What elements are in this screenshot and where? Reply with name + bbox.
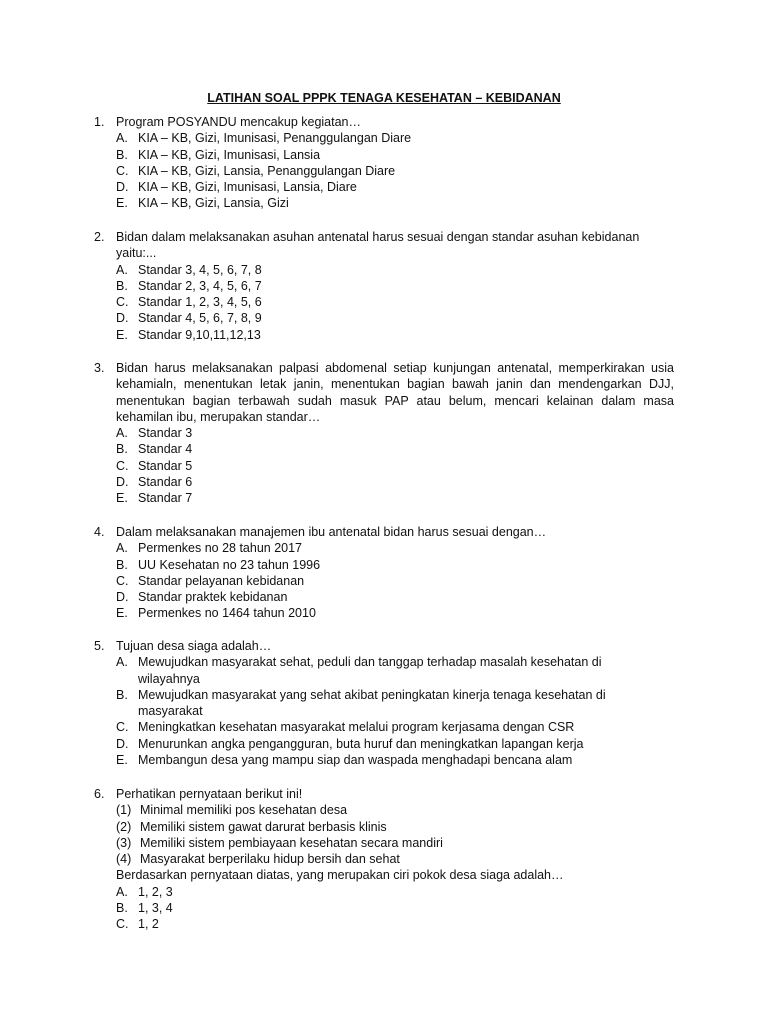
- statement-text: Memiliki sistem gawat darurat berbasis klinis: [140, 819, 387, 834]
- option-text: Standar praktek kebidanan: [138, 590, 288, 605]
- document-title: LATIHAN SOAL PPPK TENAGA KESEHATAN – KEBIDANAN: [207, 91, 561, 105]
- option-b: [94, 147, 674, 163]
- option-c: [94, 719, 674, 735]
- question-4: [94, 524, 674, 622]
- option-text: Membangun desa yang mampu siap dan waspada menghadapi bencana alam: [138, 753, 573, 768]
- option-text: KIA – KB, Gizi, Imunisasi, Lansia: [138, 147, 321, 162]
- statement-2: [94, 819, 674, 835]
- option-label: A.: [116, 884, 128, 899]
- option-a: [94, 654, 674, 687]
- question-text: Program POSYANDU mencakup kegiatan…: [116, 115, 362, 129]
- statement-text: Minimal memiliki pos kesehatan desa: [140, 803, 348, 818]
- option-label: A.: [116, 541, 128, 556]
- option-e: [94, 490, 674, 506]
- option-text: Permenkes no 28 tahun 2017: [138, 541, 303, 556]
- question-number: 1.: [94, 115, 105, 129]
- option-label: E.: [116, 606, 128, 621]
- option-text: Standar 3, 4, 5, 6, 7, 8: [138, 262, 262, 277]
- option-b: [94, 557, 674, 573]
- option-text: Standar 4, 5, 6, 7, 8, 9: [138, 311, 262, 326]
- option-d: [94, 736, 674, 752]
- option-c: [94, 163, 674, 179]
- question-1: [94, 114, 674, 212]
- option-text: 1, 3, 4: [138, 901, 173, 916]
- option-label: D.: [116, 180, 129, 195]
- option-a: [94, 262, 674, 278]
- question-6: [94, 786, 674, 933]
- option-label: C.: [116, 295, 129, 310]
- option-b: [94, 278, 674, 294]
- option-text: 1, 2: [138, 917, 159, 932]
- option-text: Permenkes no 1464 tahun 2010: [138, 606, 316, 621]
- option-b: [94, 900, 674, 916]
- option-d: [94, 589, 674, 605]
- option-a: [94, 130, 674, 146]
- option-text: Standar pelayanan kebidanan: [138, 573, 305, 588]
- statement-label: (2): [116, 819, 132, 834]
- statement-3: [94, 835, 674, 851]
- option-e: [94, 327, 674, 343]
- option-text: KIA – KB, Gizi, Imunisasi, Penanggulangan Diare: [138, 131, 412, 146]
- option-d: [94, 179, 674, 195]
- option-a: [94, 884, 674, 900]
- option-label: B.: [116, 278, 128, 293]
- question-text: Bidan dalam melaksanakan asuhan antenatal harus sesuai dengan standar asuhan kebidanan yaitu:...: [116, 230, 640, 261]
- question-prompt: Berdasarkan pernyataan diatas, yang merupakan ciri pokok desa siaga adalah…: [116, 868, 564, 883]
- option-label: C.: [116, 917, 129, 932]
- question-number: 4.: [94, 525, 105, 539]
- option-label: C.: [116, 163, 129, 178]
- option-label: C.: [116, 573, 129, 588]
- option-label: B.: [116, 901, 128, 916]
- option-label: A.: [116, 131, 128, 146]
- option-text: Meningkatkan kesehatan masyarakat melalui program kerjasama dengan CSR: [138, 720, 575, 735]
- option-text: Standar 9,10,11,12,13: [138, 327, 261, 342]
- option-text: 1, 2, 3: [138, 884, 173, 899]
- option-label: B.: [116, 147, 128, 162]
- option-label: C.: [116, 458, 129, 473]
- option-text: Mewujudkan masyarakat yang sehat akibat peningkatan kinerja tenaga kesehatan di masyarakat: [138, 687, 606, 719]
- statement-4: [94, 851, 674, 867]
- option-text: Standar 2, 3, 4, 5, 6, 7: [138, 278, 262, 293]
- option-label: E.: [116, 753, 128, 768]
- option-label: D.: [116, 311, 129, 326]
- option-c: [94, 916, 674, 932]
- option-e: [94, 195, 674, 211]
- question-text: Perhatikan pernyataan berikut ini!: [116, 787, 303, 801]
- statement-1: [94, 802, 674, 818]
- option-label: B.: [116, 687, 128, 702]
- option-a: [94, 425, 674, 441]
- statement-label: (3): [116, 835, 132, 850]
- option-label: B.: [116, 442, 128, 457]
- question-3: [94, 360, 674, 507]
- statement-label: (1): [116, 803, 132, 818]
- option-c: [94, 294, 674, 310]
- option-d: [94, 474, 674, 490]
- option-text: UU Kesehatan no 23 tahun 1996: [138, 557, 321, 572]
- option-label: B.: [116, 557, 128, 572]
- option-text: KIA – KB, Gizi, Imunisasi, Lansia, Diare: [138, 180, 357, 195]
- question-5: [94, 638, 674, 768]
- question-2: [94, 229, 674, 343]
- option-c: [94, 458, 674, 474]
- option-text: Menurunkan angka pengangguran, buta huruf dan meningkatkan lapangan kerja: [138, 736, 584, 751]
- question-number: 2.: [94, 230, 105, 244]
- option-text: Standar 4: [138, 442, 193, 457]
- question-text: Dalam melaksanakan manajemen ibu antenatal bidan harus sesuai dengan…: [116, 525, 547, 539]
- option-e: [94, 605, 674, 621]
- option-label: E.: [116, 196, 128, 211]
- option-text: KIA – KB, Gizi, Lansia, Gizi: [138, 196, 289, 211]
- option-text: Standar 3: [138, 426, 193, 441]
- option-e: [94, 752, 674, 768]
- option-text: Standar 7: [138, 491, 193, 506]
- option-label: D.: [116, 590, 129, 605]
- question-number: 3.: [94, 361, 105, 375]
- statement-text: Masyarakat berperilaku hidup bersih dan sehat: [140, 852, 400, 867]
- option-text: Mewujudkan masyarakat sehat, peduli dan tanggap terhadap masalah kesehatan di wilayahnya: [138, 655, 602, 686]
- question-number: 6.: [94, 787, 105, 801]
- option-label: E.: [116, 327, 128, 342]
- option-label: D.: [116, 475, 129, 490]
- option-b: [94, 441, 674, 457]
- option-a: [94, 540, 674, 556]
- option-d: [94, 310, 674, 326]
- option-text: Standar 1, 2, 3, 4, 5, 6: [138, 295, 262, 310]
- option-label: C.: [116, 720, 129, 735]
- option-text: Standar 6: [138, 475, 193, 490]
- question-text: Bidan harus melaksanakan palpasi abdomenal setiap kunjungan antenatal, memperkirakan usia kehamialn, menentukan letak janin, menentukan bagian bawah janin dan mendengarkan DJJ, menentukan bagian terbawah sudah masuk PAP atau belum, mencari kelainan dalam masa kehamilan ibu, merupakan standar…: [116, 361, 674, 424]
- question-number: 5.: [94, 639, 105, 653]
- statement-text: Memiliki sistem pembiayaan kesehatan secara mandiri: [140, 835, 443, 850]
- question-text: Tujuan desa siaga adalah…: [116, 639, 272, 653]
- option-label: D.: [116, 736, 129, 751]
- option-b: [94, 687, 674, 720]
- option-text: KIA – KB, Gizi, Lansia, Penanggulangan Diare: [138, 163, 396, 178]
- statement-label: (4): [116, 852, 132, 867]
- option-c: [94, 573, 674, 589]
- option-label: A.: [116, 426, 128, 441]
- option-label: E.: [116, 491, 128, 506]
- option-label: A.: [116, 655, 128, 670]
- option-text: Standar 5: [138, 458, 193, 473]
- option-label: A.: [116, 262, 128, 277]
